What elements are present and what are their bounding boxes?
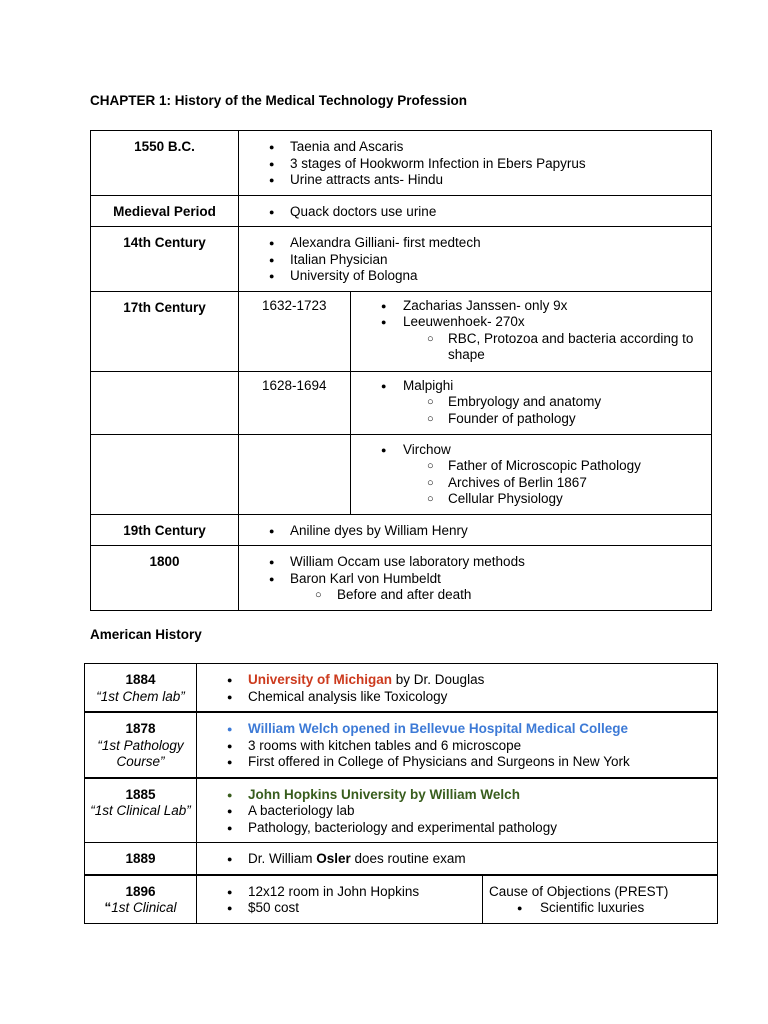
table-row [91,291,712,371]
list-item: ● William Occam use laboratory methods [239,554,711,571]
highlight-text: University of Michigan [248,672,393,687]
objections-title: Cause of Objections (PREST) [489,883,669,899]
list-item: ● University of Bologna [239,268,711,285]
list-item: ● Leeuwenhoek- 270x [351,314,711,331]
table-row [91,434,712,514]
list-item: ● Dr. William Osler does routine exam [197,851,717,868]
sub-list-item: ○ Cellular Physiology [351,491,711,508]
highlight-text: John Hopkins University by William Welch [248,786,520,802]
american-history-title: American History [90,627,202,642]
sub-list-item: ○ RBC, Protozoa and bacteria according to shape [351,331,711,364]
highlight-text: William Welch opened in Bellevue Hospital Medical College [248,721,628,736]
list-item: ● University of Michigan by Dr. Douglas [197,672,717,689]
list-item: ● Quack doctors use urine [239,204,711,221]
list-item: ● Pathology, bacteriology and experimental pathology [197,820,717,837]
sub-list-item: ○ Father of Microscopic Pathology [351,458,711,475]
chapter-title: CHAPTER 1: History of the Medical Technology Profession [90,93,468,108]
list-item: ● First offered in College of Physicians and Surgeons in New York [197,754,717,771]
list-item: ● Aniline dyes by William Henry [239,523,711,540]
list-item: ● Taenia and Ascaris [239,139,711,156]
list-item [197,721,717,738]
milestone-note: “1st Clinical Lab” [90,803,191,818]
year-cell [85,664,197,713]
list-item: ● 3 stages of Hookworm Infection in Ebers Papyrus [239,156,711,173]
list-item: ● 12x12 room in John Hopkins [197,884,482,901]
date-cell: 1550 B.C. [91,131,239,196]
table-row [85,875,718,924]
sub-list-item: ○ Founder of pathology [351,411,711,428]
list-item: ● Alexandra Gilliani- first medtech [239,235,711,252]
table-row [85,664,718,713]
milestone-note: “1st Chem lab” [96,688,185,704]
table-row [91,195,712,227]
list-item: ● Baron Karl von Humbeldt [239,571,711,588]
date-cell: 14th Century [91,227,239,292]
year-cell [85,712,197,778]
list-item: ● Italian Physician [239,252,711,269]
table-row [91,227,712,292]
list-item [197,787,717,804]
year-range: 1628-1694 [239,371,351,434]
date-cell [91,434,239,514]
date-cell: 19th Century [91,514,239,546]
objections-cell [483,875,718,924]
milestone-note: “1st Pathology Course” [97,737,184,769]
list-item: ● 3 rooms with kitchen tables and 6 microscope [197,738,717,755]
table-row [85,712,718,778]
table-row [85,843,718,875]
list-item: ● A bacteriology lab [197,803,717,820]
year-cell [85,843,197,875]
table-row [91,514,712,546]
table-row [91,371,712,434]
date-cell: 17th Century [91,291,239,371]
year-cell [85,778,197,843]
date-cell: Medieval Period [91,195,239,227]
list-item: ● Scientific luxuries [489,900,717,917]
sub-list-item: ○ Embryology and anatomy [351,394,711,411]
american-history-table [84,663,718,924]
date-cell [91,371,239,434]
year: 1896 [125,883,156,899]
table-row [91,131,712,196]
year: 1878 [125,721,156,736]
sub-list-item: ○ Before and after death [239,587,711,604]
sub-list-item: ○ Archives of Berlin 1867 [351,475,711,492]
list-item: ● Zacharias Janssen- only 9x [351,298,711,315]
year: 1884 [125,672,156,687]
list-item: ● Malpighi [351,378,711,395]
table-row [91,546,712,611]
list-item: ● Chemical analysis like Toxicology [197,689,717,706]
year: 1885 [125,786,156,802]
year-range: 1632-1723 [239,291,351,371]
list-item: ● Virchow [351,442,711,459]
year: 1889 [125,851,156,866]
list-item: ● Urine attracts ants- Hindu [239,172,711,189]
year-cell [85,875,197,924]
year-range [239,434,351,514]
list-item: ● $50 cost [197,900,482,917]
history-timeline-table [90,130,712,611]
table-row [85,778,718,843]
date-cell: 1800 [91,546,239,611]
milestone-note: “1st Clinical [104,900,177,915]
